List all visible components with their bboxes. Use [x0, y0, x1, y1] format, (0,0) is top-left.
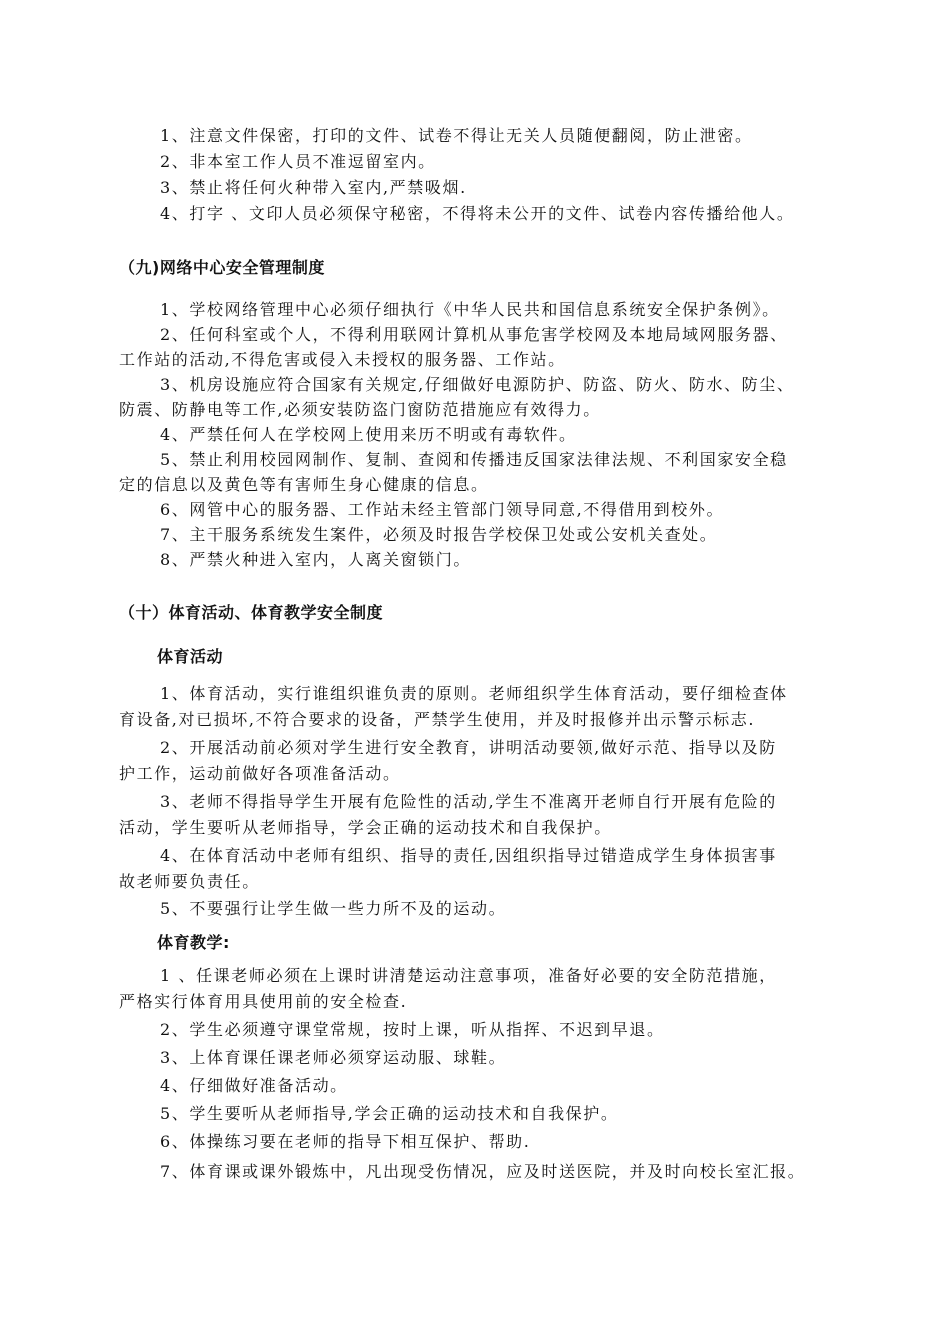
paragraph-line: 4、在体育活动中老师有组织、指导的责任,因组织指导过错造成学生身体损害事 [160, 846, 777, 865]
paragraph-line: 故老师要负责任。 [119, 872, 260, 891]
paragraph-line: 2、学生必须遵守课堂常规，按时上课，听从指挥、不迟到早退。 [160, 1020, 665, 1039]
paragraph-line: 工作站的活动,不得危害或侵入未授权的服务器、工作站。 [119, 350, 566, 369]
paragraph-line: 4、严禁任何人在学校网上使用来历不明或有毒软件。 [160, 425, 577, 444]
paragraph-line: 育设备,对已损坏,不符合要求的设备，严禁学生使用，并及时报修并出示警示标志. [119, 710, 756, 729]
subsection-heading: 体育教学: [157, 933, 230, 952]
paragraph-line: 1、学校网络管理中心必须仔细执行《中华人民共和国信息系统安全保护条例》。 [160, 300, 780, 319]
paragraph-line: 1、注意文件保密，打印的文件、试卷不得让无关人员随便翻阅，防止泄密。 [160, 126, 753, 145]
paragraph-line: 8、严禁火种进入室内，人离关窗锁门。 [160, 550, 471, 569]
paragraph-line: 3、上体育课任课老师必须穿运动服、球鞋。 [160, 1048, 507, 1067]
paragraph-line: 7、主干服务系统发生案件，必须及时报告学校保卫处或公安机关查处。 [160, 525, 718, 544]
paragraph-line: 6、网管中心的服务器、工作站未经主管部门领导同意,不得借用到校外。 [160, 500, 725, 519]
paragraph-line: 2、任何科室或个人，不得利用联网计算机从事危害学校网及本地局域网服务器、 [160, 325, 788, 344]
paragraph-line: 2、非本室工作人员不准逗留室内。 [160, 152, 436, 171]
section-heading: （九)网络中心安全管理制度 [119, 258, 325, 277]
paragraph-line: 防震、防静电等工作,必须安装防盗门窗防范措施应有效得力。 [119, 400, 601, 419]
paragraph-line: 3、机房设施应符合国家有关规定,仔细做好电源防护、防盗、防火、防水、防尘、 [160, 375, 795, 394]
paragraph-line: 1、体育活动，实行谁组织谁负责的原则。老师组织学生体育活动，要仔细检查体 [160, 684, 788, 703]
paragraph-line: 6、体操练习要在老师的指导下相互保护、帮助. [160, 1132, 531, 1151]
paragraph-line: 3、老师不得指导学生开展有危险性的活动,学生不准离开老师自行开展有危险的 [160, 792, 777, 811]
paragraph-line: 2、开展活动前必须对学生进行安全教育，讲明活动要领,做好示范、指导以及防 [160, 738, 777, 757]
subsection-heading: 体育活动 [157, 647, 224, 666]
paragraph-line: 1 、任课老师必须在上课时讲清楚运动注意事项，准备好必要的安全防范措施， [160, 966, 777, 985]
paragraph-line: 5、禁止利用校园网制作、复制、查阅和传播违反国家法律法规、不利国家安全稳 [160, 450, 788, 469]
paragraph-line: 严格实行体育用具使用前的安全检查. [119, 992, 408, 1011]
paragraph-line: 3、禁止将任何火种带入室内,严禁吸烟. [160, 178, 467, 197]
paragraph-line: 护工作，运动前做好各项准备活动。 [119, 764, 401, 783]
paragraph-line: 7、体育课或课外锻炼中，凡出现受伤情况，应及时送医院，并及时向校长室汇报。 [160, 1162, 806, 1181]
paragraph-line: 活动，学生要听从老师指导，学会正确的运动技术和自我保护。 [119, 818, 612, 837]
paragraph-line: 5、不要强行让学生做一些力所不及的运动。 [160, 899, 507, 918]
paragraph-line: 定的信息以及黄色等有害师生身心健康的信息。 [119, 475, 489, 494]
paragraph-line: 4、打字 、文印人员必须保守秘密，不得将未公开的文件、试卷内容传播给他人。 [160, 204, 795, 223]
section-heading: （十）体育活动、体育教学安全制度 [119, 603, 384, 622]
paragraph-line: 5、学生要听从老师指导,学会正确的运动技术和自我保护。 [160, 1104, 619, 1123]
paragraph-line: 4、仔细做好准备活动。 [160, 1076, 348, 1095]
